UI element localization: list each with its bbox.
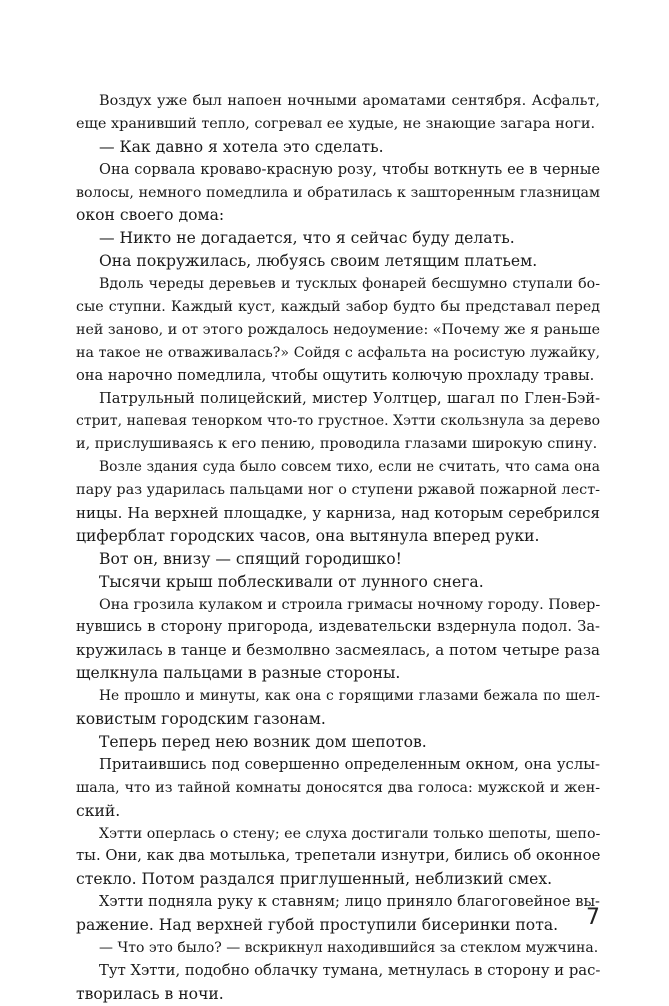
text-line: ницы. На верхней площадке, у карниза, над которым серебрился xyxy=(76,504,600,523)
text-line: шала, что из тайной комнаты доносятся два голоса: мужской и жен- xyxy=(76,779,600,796)
text-line: Теперь перед нею возник дом шепотов. xyxy=(99,732,427,751)
text-line: — Как давно я хотела это сделать. xyxy=(99,137,384,156)
text-line: пару раз ударилась пальцами ног о ступени ржавой пожарной лест- xyxy=(76,482,600,499)
text-line: циферблат городских часов, она вытянула вперед руки. xyxy=(76,526,540,545)
text-line: окон своего дома: xyxy=(76,206,225,225)
text-line: Хэтти подняла руку к ставням; лицо приняло благоговейное вы- xyxy=(99,893,600,911)
body-text xyxy=(76,90,600,1006)
text-line: Хэтти оперлась о стену; ее слуха достигали только шепоты, шепо- xyxy=(99,825,600,842)
text-line: Возле здания суда было совсем тихо, если не считать, что сама она xyxy=(99,459,600,476)
text-line: Вот он, внизу — спящий городишко! xyxy=(99,549,402,568)
text-line: Притаившись под совершенно определенным окном, она услы- xyxy=(99,755,600,773)
text-line: на такое не отваживалась?» Сойдя с асфальта на росистую лужайку, xyxy=(76,344,600,361)
text-line: ковистым городским газонам. xyxy=(76,710,326,729)
text-line: Тысячи крыш поблескивали от лунного снега. xyxy=(99,572,484,591)
text-line: ней заново, и от этого рождалось недоумение: «Почему же я раньше xyxy=(76,321,600,338)
text-line: ский. xyxy=(76,801,121,820)
text-line: волосы, немного помедлила и обратилась к зашторенным глазницам xyxy=(76,184,600,201)
text-line: и, прислушиваясь к его пению, проводила глазами широкую спину. xyxy=(76,436,598,453)
text-line: ражение. Над верхней губой проступили бисеринки пота. xyxy=(76,916,559,935)
text-line: Вдоль череды деревьев и тусклых фонарей бесшумно ступали бо- xyxy=(99,276,600,293)
text-line: Она сорвала кроваво-красную розу, чтобы воткнуть ее в черные xyxy=(99,160,600,178)
text-line: — Что это было? — вскрикнул находившийся за стеклом мужчина. xyxy=(99,939,599,956)
text-line: — Никто не догадается, что я сейчас буду делать. xyxy=(99,229,515,248)
page-number: 7 xyxy=(586,905,600,930)
text-line: ты. Они, как два мотылька, трепетали изнутри, бились об оконное xyxy=(76,847,600,865)
text-line: нувшись в сторону пригорода, издевательски вздернула подол. За- xyxy=(76,618,600,636)
text-line: Не прошло и минуты, как она с горящими глазами бежала по шел- xyxy=(99,688,600,705)
text-line: стекло. Потом раздался приглушенный, неблизкий смех. xyxy=(76,870,553,889)
text-line: Тут Хэтти, подобно облачку тумана, метнулась в сторону и рас- xyxy=(99,961,600,979)
text-line: Воздух уже был напоен ночными ароматами сентября. Асфальт, xyxy=(99,93,600,109)
text-line: стрит, напевая тенорком что-то грустное. Хэтти скользнула за дерево xyxy=(76,413,600,430)
text-line: Она грозила кулаком и строила гримасы ночному городу. Повер- xyxy=(99,596,600,613)
text-line: еще хранивший тепло, согревал ее худые, не знающие загара ноги. xyxy=(76,115,596,132)
text-line: щелкнула пальцами в разные стороны. xyxy=(76,664,401,683)
text-line: творилась в ночи. xyxy=(76,984,224,1003)
text-line: Патрульный полицейский, мистер Уолтцер, шагал по Глен-Бэй- xyxy=(99,389,600,407)
text-line: Она покружилась, любуясь своим летящим платьем. xyxy=(99,252,538,271)
text-line: сые ступни. Каждый куст, каждый забор будто бы представал перед xyxy=(76,299,600,316)
text-line: кружилась в танце и безмолвно засмеялась, а потом четыре раза xyxy=(76,641,600,660)
text-line: она нарочно помедлила, чтобы ощутить колючую прохладу травы. xyxy=(76,366,595,384)
